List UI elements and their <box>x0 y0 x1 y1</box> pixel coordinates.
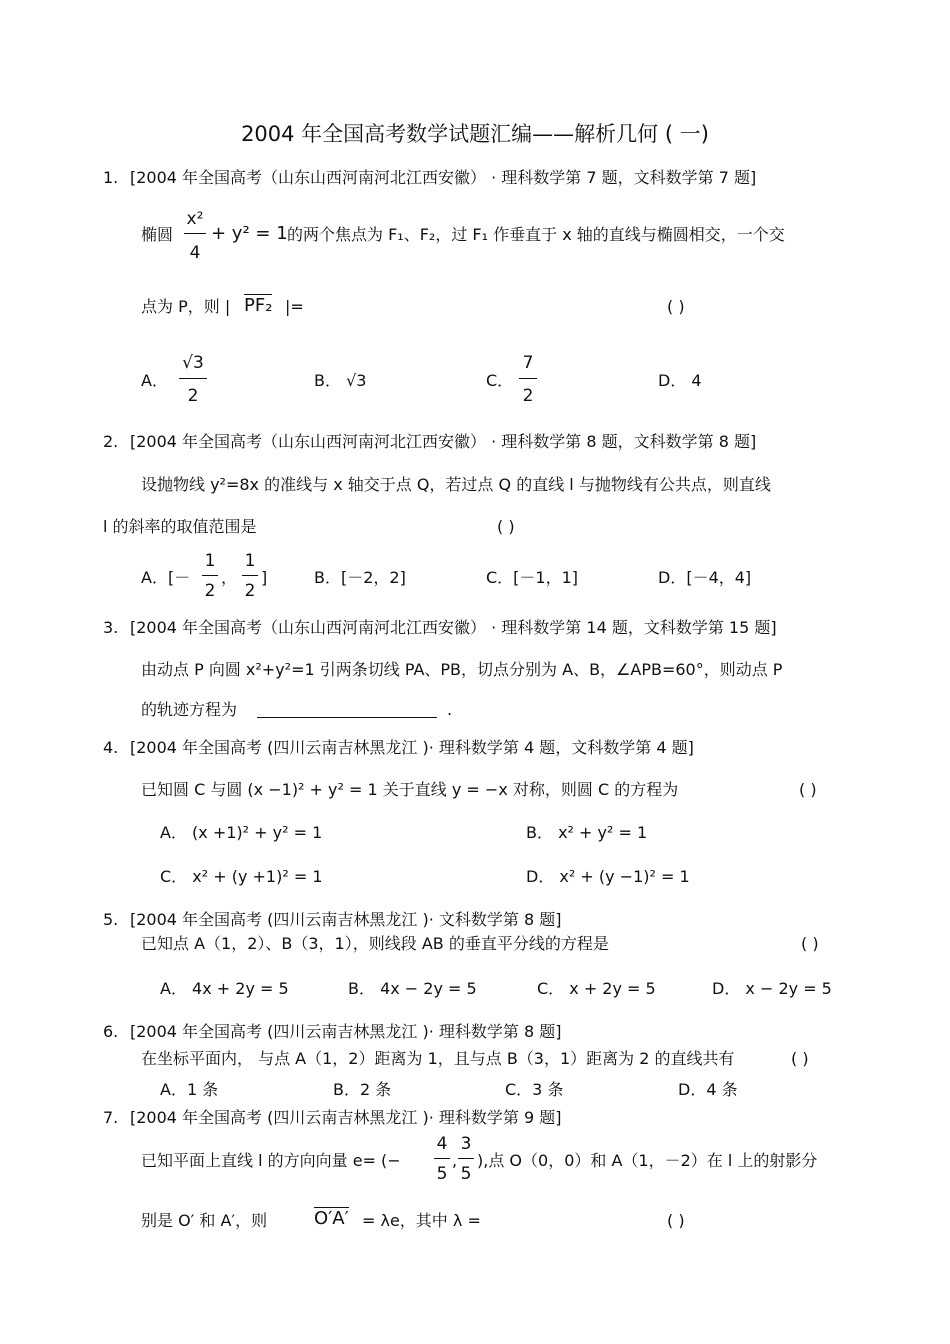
option-d: D． 4 <box>658 371 702 390</box>
question-header: [2004 年全国高考 (四川云南吉林黑龙江 )· 文科数学第 8 题] <box>130 910 562 929</box>
equation: + y² = 1 <box>211 223 288 244</box>
question-text: 已知圆 C 与圆 (x −1)² + y² = 1 关于直线 y = −x 对称，则圆 C 的方程为 <box>141 780 679 799</box>
vector-label: O′A′ <box>314 1208 349 1229</box>
separator: ， <box>221 568 238 587</box>
option-d: D． x − 2y = 5 <box>712 979 832 998</box>
question-text: 点为 P，则 | <box>141 297 231 316</box>
bracket: ] <box>261 568 268 587</box>
question-text: 的两个焦点为 F₁、F₂，过 F₁ 作垂直于 x 轴的直线与椭圆相交，一个交 <box>287 225 785 244</box>
option-c: C．[－1，1] <box>486 568 579 587</box>
option-b: B．[－2，2] <box>314 568 406 587</box>
question-text: 别是 O′ 和 A′，则 <box>141 1211 268 1230</box>
fraction-denominator: 5 <box>436 1164 448 1184</box>
option-b: B． 4x − 2y = 5 <box>348 979 477 998</box>
question-text: l 的斜率的取值范围是 <box>103 517 257 536</box>
fraction-denominator: 2 <box>522 386 534 406</box>
question-header: [2004 年全国高考 (四川云南吉林黑龙江 )· 理科数学第 4 题，文科数学第 4 题] <box>130 738 694 757</box>
option-b: B． x² + y² = 1 <box>526 823 648 842</box>
option-c: C． <box>486 371 514 390</box>
question-header: [2004 年全国高考（山东山西河南河北江西安徽） · 理科数学第 8 题，文科数学第 8 题] <box>130 432 757 451</box>
question-text: = λe，其中 λ = <box>362 1211 481 1230</box>
option-a: A．[－ <box>141 568 191 587</box>
option-a: A． <box>141 371 168 390</box>
question-header: [2004 年全国高考 (四川云南吉林黑龙江 )· 理科数学第 9 题] <box>130 1108 562 1127</box>
fraction-denominator: 2 <box>244 581 256 601</box>
question-header: [2004 年全国高考（山东山西河南河北江西安徽） · 理科数学第 7 题，文科数学第 7 题] <box>130 168 757 187</box>
option-d: D．[－4，4] <box>658 568 752 587</box>
fraction-bar <box>458 1158 474 1159</box>
question-number: 7. <box>103 1108 119 1127</box>
option-d: D． x² + (y −1)² = 1 <box>526 867 690 886</box>
option-b: B． √3 <box>314 371 367 390</box>
fraction-numerator: 1 <box>244 551 256 571</box>
question-text: 由动点 P 向圆 x²+y²=1 引两条切线 PA、PB，切点分别为 A、B，∠APB=60°，则动点 P <box>141 660 783 679</box>
separator: , <box>452 1151 458 1170</box>
fraction-bar <box>242 575 258 576</box>
fraction-numerator: x² <box>186 209 204 229</box>
fraction-denominator: 2 <box>204 581 216 601</box>
question-number: 4. <box>103 738 119 757</box>
answer-paren: ( ) <box>801 934 819 953</box>
fraction-bar <box>202 575 218 576</box>
option-a: A．1 条 <box>160 1080 219 1099</box>
option-a: A． (x +1)² + y² = 1 <box>160 823 323 842</box>
question-number: 1. <box>103 168 119 187</box>
answer-paren: ( ) <box>667 1211 685 1230</box>
question-text: 已知平面上直线 l 的方向向量 e= (− <box>141 1151 401 1170</box>
fraction-denominator: 5 <box>460 1164 472 1184</box>
question-number: 2. <box>103 432 119 451</box>
answer-paren: ( ) <box>799 780 817 799</box>
fraction-bar <box>434 1158 450 1159</box>
fraction-numerator: √3 <box>182 353 204 373</box>
option-c: C．3 条 <box>505 1080 564 1099</box>
fraction-numerator: 7 <box>522 353 534 373</box>
fraction-denominator: 2 <box>187 386 199 406</box>
fraction-numerator: 3 <box>460 1134 472 1154</box>
question-text: 椭圆 <box>141 225 174 244</box>
option-b: B．2 条 <box>333 1080 392 1099</box>
answer-paren: ( ) <box>667 297 685 316</box>
question-text: |= <box>285 297 304 316</box>
question-text: 在坐标平面内， 与点 A（1，2）距离为 1，且与点 B（3，1）距离为 2 的直线共有 <box>141 1049 735 1068</box>
question-number: 5. <box>103 910 119 929</box>
question-text: 已知点 A（1，2）、B（3，1），则线段 AB 的垂直平分线的方程是 <box>141 934 609 953</box>
question-header: [2004 年全国高考 (四川云南吉林黑龙江 )· 理科数学第 8 题] <box>130 1022 562 1041</box>
option-a: A． 4x + 2y = 5 <box>160 979 289 998</box>
question-text: ),点 O（0，0）和 A（1，－2）在 l 上的射影分 <box>477 1151 818 1170</box>
question-text: 设抛物线 y²=8x 的准线与 x 轴交于点 Q，若过点 Q 的直线 l 与抛物线有公共点，则直线 <box>141 475 771 494</box>
fraction-numerator: 4 <box>436 1134 448 1154</box>
fraction-bar <box>184 233 206 234</box>
answer-paren: ( ) <box>497 517 515 536</box>
question-header: [2004 年全国高考（山东山西河南河北江西安徽） · 理科数学第 14 题，文科数学第 15 题] <box>130 618 777 637</box>
fraction-bar <box>179 378 207 379</box>
fraction-denominator: 4 <box>189 243 201 263</box>
question-number: 3. <box>103 618 119 637</box>
answer-paren: ( ) <box>791 1049 809 1068</box>
vector-label: PF₂ <box>244 295 273 316</box>
option-c: C． x² + (y +1)² = 1 <box>160 867 323 886</box>
punctuation: . <box>447 700 453 719</box>
question-text: 的轨迹方程为 <box>141 700 238 719</box>
option-d: D．4 条 <box>678 1080 738 1099</box>
page-title: 2004 年全国高考数学试题汇编——解析几何 ( 一) <box>241 122 709 146</box>
question-number: 6. <box>103 1022 119 1041</box>
answer-blank <box>257 717 437 718</box>
option-c: C． x + 2y = 5 <box>537 979 656 998</box>
fraction-bar <box>519 378 537 379</box>
fraction-numerator: 1 <box>204 551 216 571</box>
